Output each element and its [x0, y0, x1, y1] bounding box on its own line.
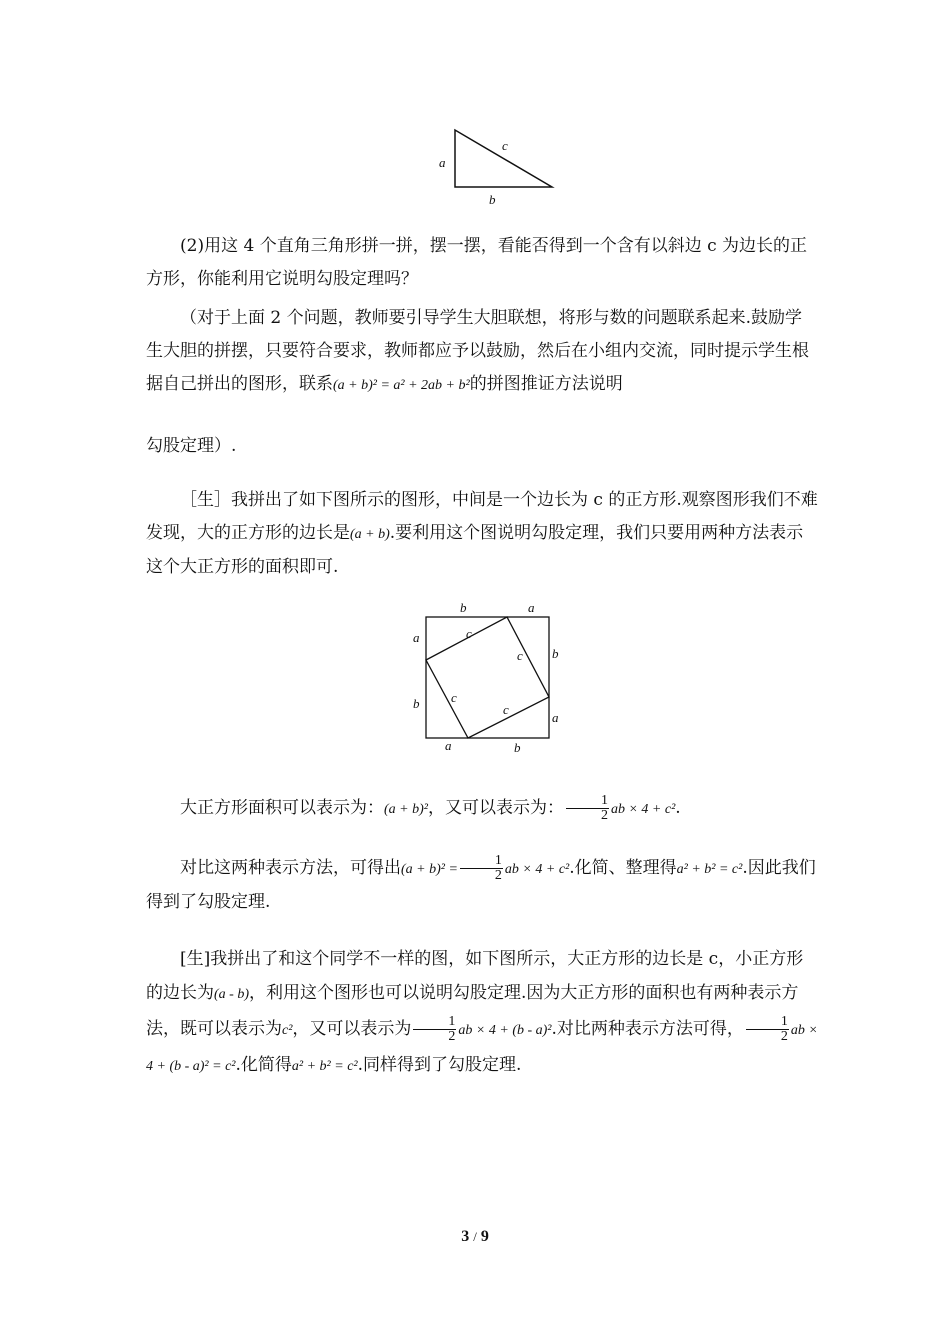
side-length-expr: (a + b) — [350, 527, 390, 542]
svg-text:c: c — [517, 648, 523, 663]
label-b: b — [489, 192, 496, 207]
svg-text:b: b — [552, 646, 559, 661]
svg-text:b: b — [514, 740, 521, 755]
pythagorean-result: a² + b² = c² — [676, 862, 743, 877]
formula-expansion: (a + b)² = a² + 2ab + b² — [333, 378, 470, 393]
svg-text:b: b — [413, 696, 420, 711]
svg-text:c: c — [466, 626, 472, 641]
paragraph-area-two-ways: 大正方形面积可以表示为：(a + b)²，又可以表示为： $\frac{1}{2}$ ab × 4 + c². — [180, 793, 681, 823]
svg-text:c: c — [451, 690, 457, 705]
svg-text:a: a — [528, 600, 535, 615]
svg-text:a: a — [413, 630, 420, 645]
label-c: c — [502, 138, 508, 153]
page-number: 3 / 9 — [461, 1228, 489, 1245]
paragraph-question-2: (2)用这 4 个直角三角形拼一拼，摆一摆，看能否得到一个含有以斜边 c 为边长的正方形，你能利用它说明勾股定理吗？ — [146, 236, 808, 289]
label-a: a — [439, 155, 446, 170]
svg-text:b: b — [460, 600, 467, 615]
paragraph-student-1: ［生］我拼出了如下图所示的图形，中间是一个边长为 c 的正方形.观察图形我们不难发现，大的正方形的边长是(a + b).要利用这个图说明勾股定理，我们只要用两种方法表示这个大正方形的面积即可. — [146, 490, 818, 577]
paragraph-student-2: [生]我拼出了和这个同学不一样的图，如下图所示，大正方形的边长是 c，小正方形的边长为(a - b)，利用这个图形也可以说明勾股定理.因为大正方形的面积也有两种表示方法，既可以表示为c²，又可以表示为 $\frac{1}{2}$ ab × 4 + (b - a)².对比两种表示方法可得， $\frac{1}{2}$ ab × 4 + (b - a)² = c².化简得a² + b² = c².同样得到了勾股定理. — [146, 949, 818, 1075]
fraction-half: $\frac{1}{2}$ — [566, 794, 609, 823]
svg-text:a: a — [445, 738, 452, 753]
paragraph-compare: 对比这两种表示方法，可得出(a + b)² = $\frac{1}{2}$ ab × 4 + c².化简、整理得a² + b² = c².因此我们得到了勾股定理. — [146, 853, 816, 912]
svg-text:a: a — [552, 710, 559, 725]
svg-text:c: c — [503, 702, 509, 717]
square-proof-figure — [410, 598, 566, 756]
paragraph-teacher-note: （对于上面 2 个问题，教师要引导学生大胆联想，将形与数的问题联系起来.鼓励学生大胆的拼摆，只要符合要求，教师都应予以鼓励，然后在小组内交流，同时提示学生根据自己拼出的图形，联系(a + b)² = a² + 2ab + b²的拼图推证方法说明 勾股定理）. — [146, 308, 809, 456]
right-triangle-figure — [430, 122, 560, 212]
inner-square — [426, 617, 549, 738]
